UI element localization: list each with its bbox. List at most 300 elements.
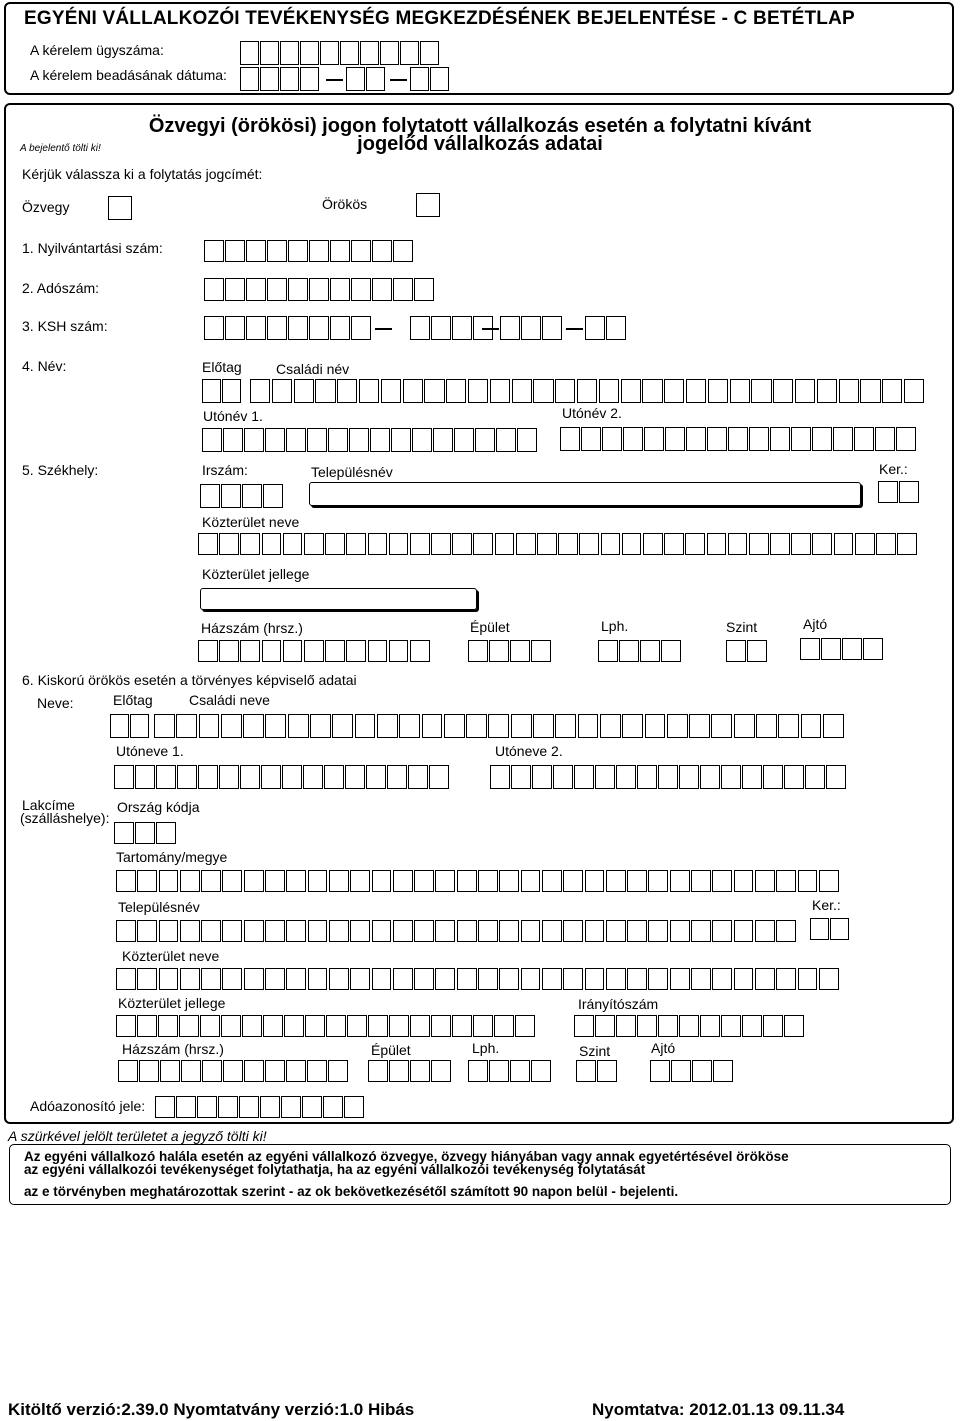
char-box[interactable] bbox=[198, 533, 218, 555]
char-box[interactable] bbox=[325, 533, 345, 555]
char-box[interactable] bbox=[742, 765, 762, 789]
char-box[interactable] bbox=[222, 379, 241, 403]
char-box[interactable] bbox=[721, 765, 741, 789]
house-number-field[interactable] bbox=[198, 640, 431, 662]
char-box[interactable] bbox=[280, 41, 299, 65]
char-box[interactable] bbox=[116, 870, 136, 892]
minor-first-name1-field[interactable] bbox=[114, 765, 450, 789]
char-box[interactable] bbox=[137, 1015, 157, 1037]
char-box[interactable] bbox=[648, 968, 668, 990]
char-box[interactable] bbox=[658, 765, 678, 789]
char-box[interactable] bbox=[320, 41, 339, 65]
family-name-field[interactable] bbox=[250, 379, 926, 403]
char-box[interactable] bbox=[156, 765, 176, 789]
char-box[interactable] bbox=[239, 1096, 259, 1118]
char-box[interactable] bbox=[180, 968, 200, 990]
char-box[interactable] bbox=[595, 765, 615, 789]
char-box[interactable] bbox=[246, 316, 266, 340]
first-name2-field[interactable] bbox=[560, 427, 917, 451]
char-box[interactable] bbox=[616, 1015, 636, 1037]
char-box[interactable] bbox=[700, 765, 720, 789]
char-box[interactable] bbox=[801, 714, 822, 738]
char-box[interactable] bbox=[433, 428, 453, 452]
char-box[interactable] bbox=[619, 640, 639, 662]
char-box[interactable] bbox=[810, 918, 829, 940]
char-box[interactable] bbox=[267, 240, 287, 262]
char-box[interactable] bbox=[499, 870, 519, 892]
char-box[interactable] bbox=[512, 379, 532, 403]
char-box[interactable] bbox=[305, 1015, 325, 1037]
street-type-field[interactable] bbox=[200, 588, 477, 610]
char-box[interactable] bbox=[776, 870, 796, 892]
char-box[interactable] bbox=[457, 870, 477, 892]
minor-house-number-field[interactable] bbox=[118, 1060, 349, 1082]
char-box[interactable] bbox=[510, 1060, 530, 1082]
char-box[interactable] bbox=[585, 920, 605, 942]
char-box[interactable] bbox=[468, 379, 488, 403]
staircase-field[interactable] bbox=[598, 640, 682, 662]
char-box[interactable] bbox=[323, 1096, 343, 1118]
char-box[interactable] bbox=[116, 968, 136, 990]
char-box[interactable] bbox=[244, 870, 264, 892]
char-box[interactable] bbox=[242, 1015, 262, 1037]
char-box[interactable] bbox=[180, 870, 200, 892]
char-box[interactable] bbox=[478, 920, 498, 942]
char-box[interactable] bbox=[110, 714, 129, 738]
char-box[interactable] bbox=[243, 714, 264, 738]
char-box[interactable] bbox=[288, 316, 308, 340]
char-box[interactable] bbox=[393, 278, 413, 301]
char-box[interactable] bbox=[139, 1060, 159, 1082]
char-box[interactable] bbox=[627, 968, 647, 990]
char-box[interactable] bbox=[242, 484, 262, 508]
char-box[interactable] bbox=[473, 533, 493, 555]
char-box[interactable] bbox=[650, 1060, 670, 1082]
town-field[interactable] bbox=[309, 482, 861, 506]
char-box[interactable] bbox=[176, 714, 197, 738]
char-box[interactable] bbox=[221, 484, 241, 508]
char-box[interactable] bbox=[154, 714, 175, 738]
char-box[interactable] bbox=[368, 1060, 388, 1082]
char-box[interactable] bbox=[533, 714, 554, 738]
char-box[interactable] bbox=[563, 968, 583, 990]
char-box[interactable] bbox=[478, 870, 498, 892]
char-box[interactable] bbox=[899, 481, 919, 503]
char-box[interactable] bbox=[286, 428, 306, 452]
char-box[interactable] bbox=[721, 1015, 741, 1037]
char-box[interactable] bbox=[308, 870, 328, 892]
char-box[interactable] bbox=[288, 278, 308, 301]
char-box[interactable] bbox=[689, 714, 710, 738]
char-box[interactable] bbox=[310, 714, 331, 738]
char-box[interactable] bbox=[221, 714, 242, 738]
char-box[interactable] bbox=[452, 316, 472, 340]
char-box[interactable] bbox=[366, 67, 385, 91]
char-box[interactable] bbox=[499, 968, 519, 990]
char-box[interactable] bbox=[265, 428, 285, 452]
char-box[interactable] bbox=[410, 1060, 430, 1082]
tax-number-field[interactable] bbox=[204, 278, 435, 301]
char-box[interactable] bbox=[408, 765, 428, 789]
char-box[interactable] bbox=[585, 968, 605, 990]
char-box[interactable] bbox=[372, 240, 392, 262]
char-box[interactable] bbox=[307, 1060, 327, 1082]
char-box[interactable] bbox=[240, 67, 259, 91]
char-box[interactable] bbox=[452, 1015, 472, 1037]
char-box[interactable] bbox=[267, 316, 287, 340]
char-box[interactable] bbox=[246, 278, 266, 301]
minor-building-field[interactable] bbox=[368, 1060, 452, 1082]
char-box[interactable] bbox=[875, 427, 895, 451]
char-box[interactable] bbox=[225, 278, 245, 301]
char-box[interactable] bbox=[555, 379, 575, 403]
char-box[interactable] bbox=[756, 714, 777, 738]
char-box[interactable] bbox=[372, 920, 392, 942]
char-box[interactable] bbox=[329, 968, 349, 990]
char-box[interactable] bbox=[414, 968, 434, 990]
char-box[interactable] bbox=[346, 640, 366, 662]
char-box[interactable] bbox=[288, 714, 309, 738]
char-box[interactable] bbox=[747, 640, 767, 662]
char-box[interactable] bbox=[454, 428, 474, 452]
char-box[interactable] bbox=[265, 870, 285, 892]
char-box[interactable] bbox=[466, 714, 487, 738]
char-box[interactable] bbox=[389, 1060, 409, 1082]
char-box[interactable] bbox=[262, 533, 282, 555]
county-field[interactable] bbox=[116, 870, 840, 892]
char-box[interactable] bbox=[773, 379, 793, 403]
char-box[interactable] bbox=[595, 1015, 615, 1037]
char-box[interactable] bbox=[410, 1015, 430, 1037]
char-box[interactable] bbox=[201, 870, 221, 892]
char-box[interactable] bbox=[691, 968, 711, 990]
char-box[interactable] bbox=[359, 379, 379, 403]
floor-field[interactable] bbox=[726, 640, 768, 662]
char-box[interactable] bbox=[516, 533, 536, 555]
char-box[interactable] bbox=[244, 968, 264, 990]
char-box[interactable] bbox=[511, 765, 531, 789]
char-box[interactable] bbox=[600, 714, 621, 738]
char-box[interactable] bbox=[200, 1015, 220, 1037]
char-box[interactable] bbox=[222, 968, 242, 990]
char-box[interactable] bbox=[558, 533, 578, 555]
char-box[interactable] bbox=[351, 240, 371, 262]
char-box[interactable] bbox=[645, 714, 666, 738]
char-box[interactable] bbox=[286, 920, 306, 942]
char-box[interactable] bbox=[202, 379, 221, 403]
char-box[interactable] bbox=[791, 533, 811, 555]
char-box[interactable] bbox=[309, 240, 329, 262]
char-box[interactable] bbox=[468, 1060, 488, 1082]
char-box[interactable] bbox=[882, 379, 902, 403]
char-box[interactable] bbox=[805, 765, 825, 789]
char-box[interactable] bbox=[360, 41, 379, 65]
char-box[interactable] bbox=[897, 533, 917, 555]
char-box[interactable] bbox=[521, 870, 541, 892]
char-box[interactable] bbox=[581, 427, 601, 451]
char-box[interactable] bbox=[263, 484, 283, 508]
char-box[interactable] bbox=[778, 714, 799, 738]
char-box[interactable] bbox=[597, 1060, 617, 1082]
postcode-field[interactable] bbox=[200, 484, 284, 508]
char-box[interactable] bbox=[707, 427, 727, 451]
char-box[interactable] bbox=[116, 920, 136, 942]
char-box[interactable] bbox=[495, 533, 515, 555]
char-box[interactable] bbox=[389, 640, 409, 662]
char-box[interactable] bbox=[457, 920, 477, 942]
char-box[interactable] bbox=[422, 714, 443, 738]
char-box[interactable] bbox=[159, 870, 179, 892]
char-box[interactable] bbox=[221, 1015, 241, 1037]
char-box[interactable] bbox=[576, 1060, 596, 1082]
char-box[interactable] bbox=[713, 1060, 733, 1082]
char-box[interactable] bbox=[304, 533, 324, 555]
char-box[interactable] bbox=[817, 379, 837, 403]
char-box[interactable] bbox=[267, 278, 287, 301]
char-box[interactable] bbox=[812, 427, 832, 451]
char-box[interactable] bbox=[118, 1060, 138, 1082]
char-box[interactable] bbox=[606, 316, 626, 340]
char-box[interactable] bbox=[260, 67, 279, 91]
char-box[interactable] bbox=[372, 278, 392, 301]
char-box[interactable] bbox=[542, 870, 562, 892]
char-box[interactable] bbox=[218, 1096, 238, 1118]
char-box[interactable] bbox=[532, 765, 552, 789]
char-box[interactable] bbox=[284, 1015, 304, 1037]
char-box[interactable] bbox=[286, 968, 306, 990]
char-box[interactable] bbox=[855, 533, 875, 555]
char-box[interactable] bbox=[517, 428, 537, 452]
char-box[interactable] bbox=[240, 533, 260, 555]
char-box[interactable] bbox=[854, 427, 874, 451]
char-box[interactable] bbox=[734, 714, 755, 738]
char-box[interactable] bbox=[307, 428, 327, 452]
char-box[interactable] bbox=[349, 428, 369, 452]
char-box[interactable] bbox=[201, 920, 221, 942]
char-box[interactable] bbox=[599, 379, 619, 403]
minor-district-field[interactable] bbox=[810, 918, 850, 940]
char-box[interactable] bbox=[435, 920, 455, 942]
char-box[interactable] bbox=[821, 638, 841, 660]
char-box[interactable] bbox=[515, 1015, 535, 1037]
widow-checkbox[interactable] bbox=[108, 196, 132, 220]
char-box[interactable] bbox=[670, 870, 690, 892]
char-box[interactable] bbox=[391, 428, 411, 452]
char-box[interactable] bbox=[199, 714, 220, 738]
char-box[interactable] bbox=[542, 316, 562, 340]
char-box[interactable] bbox=[627, 920, 647, 942]
char-box[interactable] bbox=[201, 968, 221, 990]
char-box[interactable] bbox=[400, 41, 419, 65]
char-box[interactable] bbox=[202, 1060, 222, 1082]
char-box[interactable] bbox=[876, 533, 896, 555]
char-box[interactable] bbox=[798, 968, 818, 990]
char-box[interactable] bbox=[679, 765, 699, 789]
char-box[interactable] bbox=[130, 714, 149, 738]
char-box[interactable] bbox=[726, 640, 746, 662]
char-box[interactable] bbox=[399, 714, 420, 738]
char-box[interactable] bbox=[370, 428, 390, 452]
char-box[interactable] bbox=[381, 379, 401, 403]
char-box[interactable] bbox=[770, 533, 790, 555]
minor-door-field[interactable] bbox=[650, 1060, 734, 1082]
char-box[interactable] bbox=[679, 1015, 699, 1037]
char-box[interactable] bbox=[114, 822, 134, 844]
char-box[interactable] bbox=[179, 1015, 199, 1037]
char-box[interactable] bbox=[155, 1096, 175, 1118]
char-box[interactable] bbox=[160, 1060, 180, 1082]
char-box[interactable] bbox=[578, 714, 599, 738]
char-box[interactable] bbox=[347, 1015, 367, 1037]
char-box[interactable] bbox=[711, 714, 732, 738]
char-box[interactable] bbox=[410, 316, 430, 340]
char-box[interactable] bbox=[751, 379, 771, 403]
char-box[interactable] bbox=[563, 920, 583, 942]
char-box[interactable] bbox=[730, 379, 750, 403]
char-box[interactable] bbox=[262, 640, 282, 662]
char-box[interactable] bbox=[198, 765, 218, 789]
char-box[interactable] bbox=[330, 240, 350, 262]
char-box[interactable] bbox=[616, 765, 636, 789]
char-box[interactable] bbox=[308, 968, 328, 990]
char-box[interactable] bbox=[246, 240, 266, 262]
char-box[interactable] bbox=[700, 1015, 720, 1037]
char-box[interactable] bbox=[302, 1096, 322, 1118]
char-box[interactable] bbox=[623, 427, 643, 451]
char-box[interactable] bbox=[784, 1015, 804, 1037]
char-box[interactable] bbox=[300, 41, 319, 65]
char-box[interactable] bbox=[708, 379, 728, 403]
minor-family-name-field[interactable] bbox=[154, 714, 845, 738]
char-box[interactable] bbox=[658, 1015, 678, 1037]
char-box[interactable] bbox=[602, 427, 622, 451]
char-box[interactable] bbox=[326, 1015, 346, 1037]
char-box[interactable] bbox=[670, 968, 690, 990]
char-box[interactable] bbox=[606, 920, 626, 942]
char-box[interactable] bbox=[712, 870, 732, 892]
char-box[interactable] bbox=[240, 640, 260, 662]
char-box[interactable] bbox=[622, 533, 642, 555]
char-box[interactable] bbox=[833, 427, 853, 451]
char-box[interactable] bbox=[177, 765, 197, 789]
char-box[interactable] bbox=[204, 316, 224, 340]
char-box[interactable] bbox=[457, 968, 477, 990]
char-box[interactable] bbox=[283, 640, 303, 662]
char-box[interactable] bbox=[511, 714, 532, 738]
char-box[interactable] bbox=[839, 379, 859, 403]
char-box[interactable] bbox=[340, 41, 359, 65]
char-box[interactable] bbox=[265, 968, 285, 990]
char-box[interactable] bbox=[664, 379, 684, 403]
char-box[interactable] bbox=[368, 1015, 388, 1037]
char-box[interactable] bbox=[280, 67, 299, 91]
char-box[interactable] bbox=[904, 379, 924, 403]
char-box[interactable] bbox=[222, 870, 242, 892]
char-box[interactable] bbox=[344, 1096, 364, 1118]
char-box[interactable] bbox=[795, 379, 815, 403]
char-box[interactable] bbox=[414, 870, 434, 892]
char-box[interactable] bbox=[563, 870, 583, 892]
char-box[interactable] bbox=[860, 379, 880, 403]
char-box[interactable] bbox=[265, 714, 286, 738]
char-box[interactable] bbox=[537, 533, 557, 555]
char-box[interactable] bbox=[601, 533, 621, 555]
char-box[interactable] bbox=[325, 640, 345, 662]
char-box[interactable] bbox=[389, 533, 409, 555]
char-box[interactable] bbox=[622, 714, 643, 738]
minor-postcode-field[interactable] bbox=[574, 1015, 805, 1037]
char-box[interactable] bbox=[500, 316, 520, 340]
char-box[interactable] bbox=[372, 968, 392, 990]
char-box[interactable] bbox=[223, 428, 243, 452]
char-box[interactable] bbox=[393, 240, 413, 262]
char-box[interactable] bbox=[521, 920, 541, 942]
char-box[interactable] bbox=[542, 968, 562, 990]
char-box[interactable] bbox=[812, 533, 832, 555]
char-box[interactable] bbox=[686, 379, 706, 403]
char-box[interactable] bbox=[309, 316, 329, 340]
char-box[interactable] bbox=[137, 920, 157, 942]
char-box[interactable] bbox=[763, 1015, 783, 1037]
char-box[interactable] bbox=[330, 278, 350, 301]
char-box[interactable] bbox=[260, 1096, 280, 1118]
char-box[interactable] bbox=[329, 920, 349, 942]
char-box[interactable] bbox=[692, 1060, 712, 1082]
char-box[interactable] bbox=[414, 920, 434, 942]
char-box[interactable] bbox=[223, 1060, 243, 1082]
char-box[interactable] bbox=[791, 427, 811, 451]
char-box[interactable] bbox=[533, 379, 553, 403]
char-box[interactable] bbox=[823, 714, 844, 738]
char-box[interactable] bbox=[368, 640, 388, 662]
minor-street-name-field[interactable] bbox=[116, 968, 840, 990]
char-box[interactable] bbox=[642, 379, 662, 403]
char-box[interactable] bbox=[176, 1096, 196, 1118]
char-box[interactable] bbox=[328, 428, 348, 452]
char-box[interactable] bbox=[431, 1060, 451, 1082]
minor-first-name2-field[interactable] bbox=[490, 765, 847, 789]
char-box[interactable] bbox=[204, 240, 224, 262]
tax-id-field[interactable] bbox=[155, 1096, 365, 1118]
char-box[interactable] bbox=[685, 533, 705, 555]
char-box[interactable] bbox=[412, 428, 432, 452]
char-box[interactable] bbox=[784, 765, 804, 789]
char-box[interactable] bbox=[606, 870, 626, 892]
char-box[interactable] bbox=[826, 765, 846, 789]
char-box[interactable] bbox=[377, 714, 398, 738]
char-box[interactable] bbox=[116, 1015, 136, 1037]
char-box[interactable] bbox=[763, 765, 783, 789]
char-box[interactable] bbox=[283, 533, 303, 555]
char-box[interactable] bbox=[181, 1060, 201, 1082]
char-box[interactable] bbox=[478, 968, 498, 990]
char-box[interactable] bbox=[387, 765, 407, 789]
char-box[interactable] bbox=[475, 428, 495, 452]
char-box[interactable] bbox=[260, 41, 279, 65]
char-box[interactable] bbox=[393, 968, 413, 990]
char-box[interactable] bbox=[329, 870, 349, 892]
char-box[interactable] bbox=[776, 920, 796, 942]
char-box[interactable] bbox=[728, 427, 748, 451]
char-box[interactable] bbox=[560, 427, 580, 451]
char-box[interactable] bbox=[135, 765, 155, 789]
char-box[interactable] bbox=[159, 968, 179, 990]
char-box[interactable] bbox=[834, 533, 854, 555]
char-box[interactable] bbox=[403, 379, 423, 403]
char-box[interactable] bbox=[389, 1015, 409, 1037]
char-box[interactable] bbox=[553, 765, 573, 789]
char-box[interactable] bbox=[435, 870, 455, 892]
